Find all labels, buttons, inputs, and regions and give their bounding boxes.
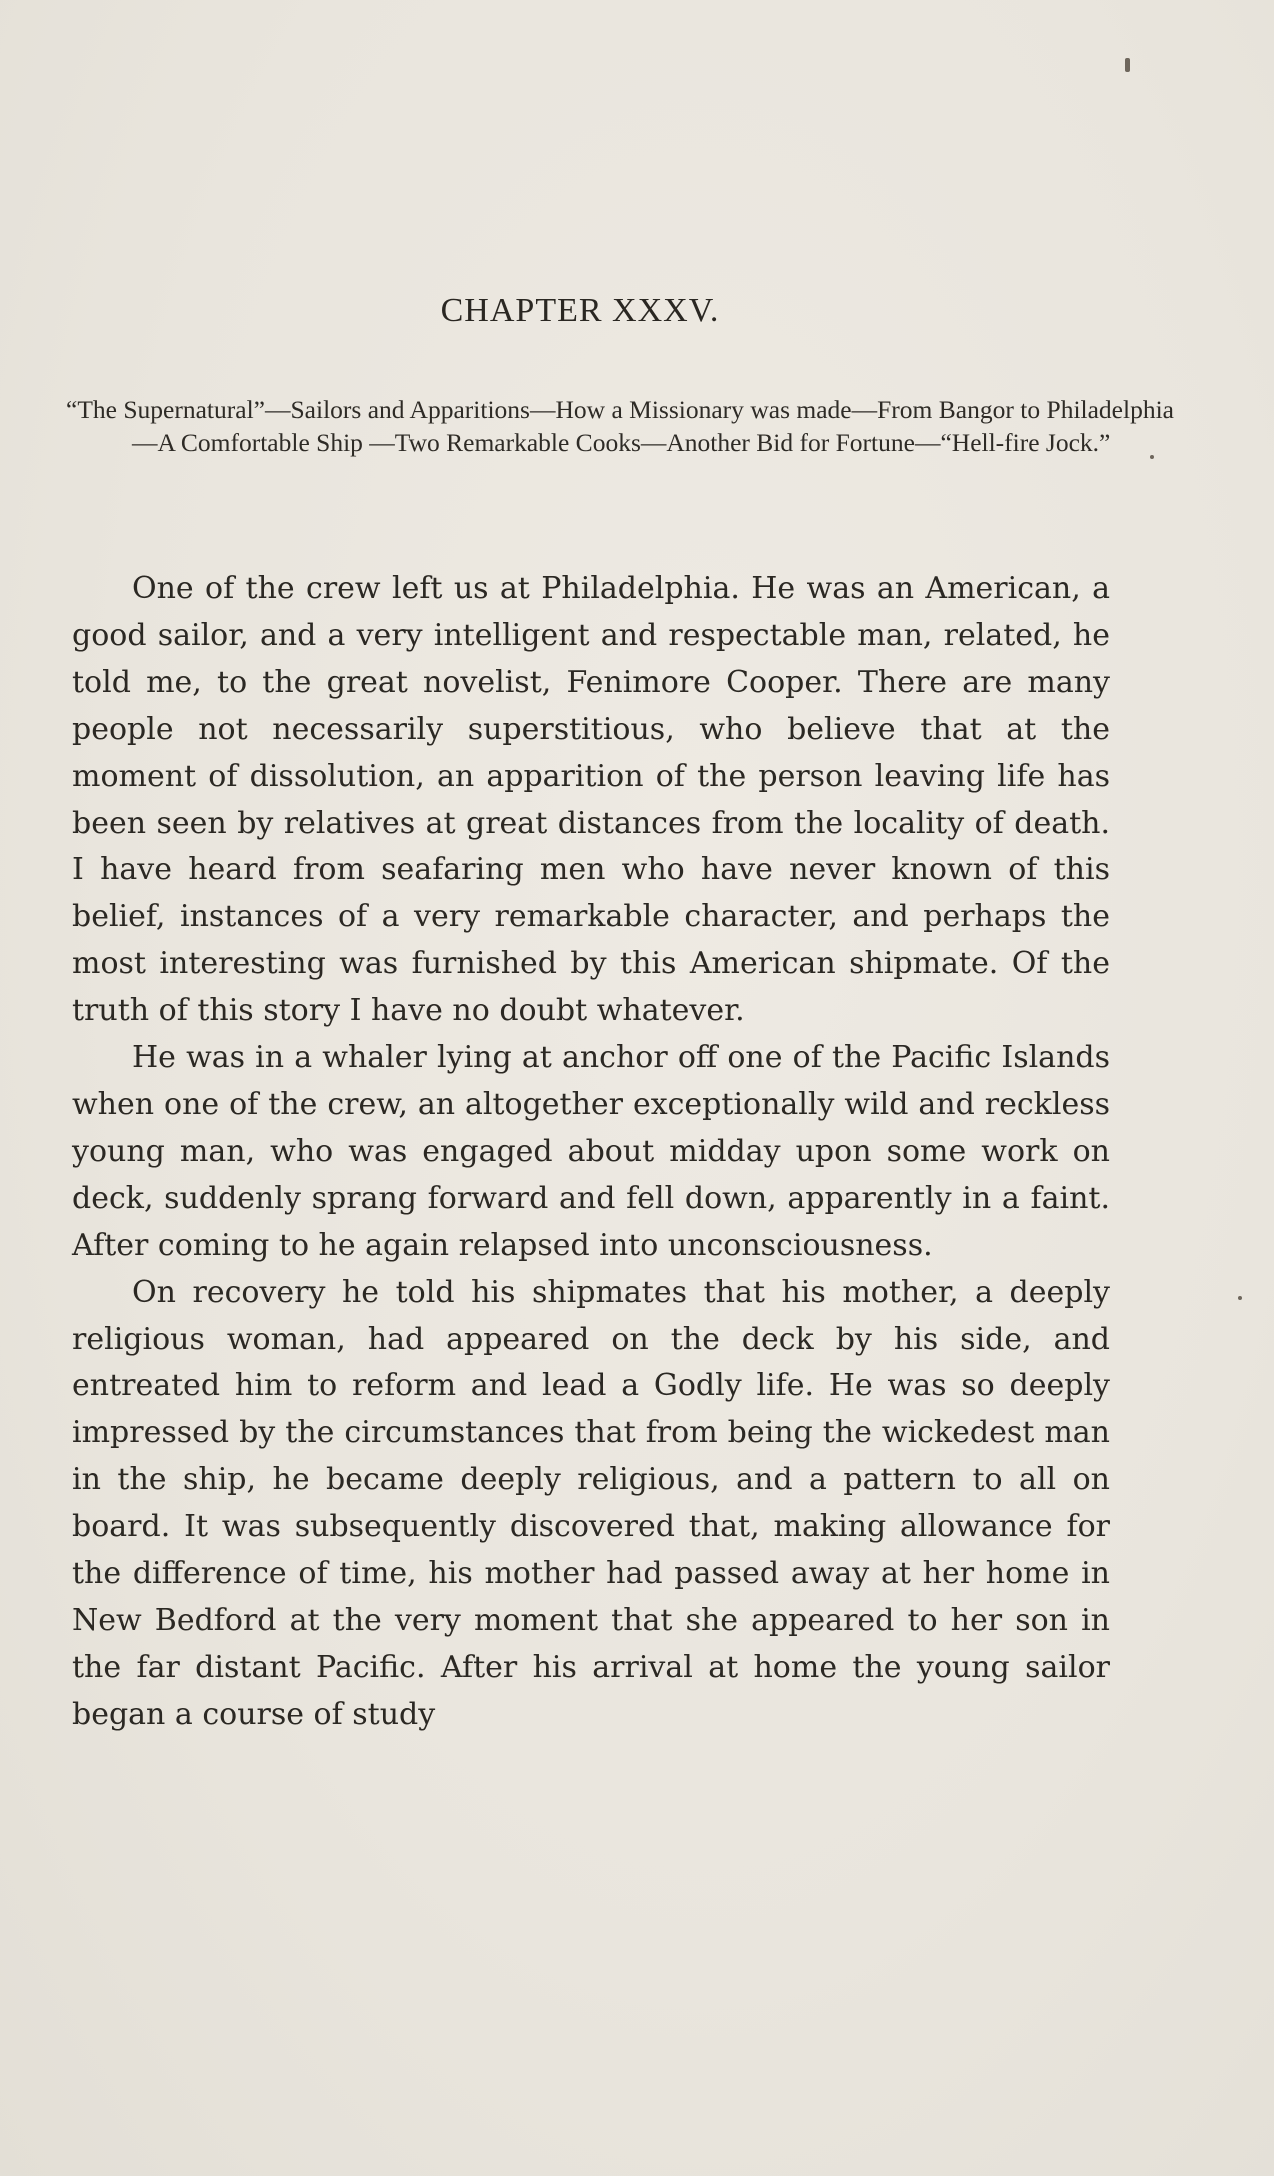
chapter-synopsis: “The Supernatural”—Sailors and Apparitions—How a Missionary was made—From Bangor to Philadelphia—A Comfortable Ship —Two Remarkable Cooks—Another Bid for Fortune—“Hell-fire Jock.” bbox=[66, 395, 1174, 458]
chapter-title: CHAPTER XXXV. bbox=[440, 292, 720, 329]
paragraph: On recovery he told his shipmates that his mother, a deeply religious woman, had appeared on the deck by his side, and entreated him to reform and lead a Godly life. He was so deeply impressed by the circumstances that from being the wickedest man in the ship, he became deeply religious, and a pattern to all on board. It was subsequently discovered that, making allowance for the difference of time, his mother had passed away at her home in New Bedford at the very moment that she appeared to her son in the far distant Pacific. After his arrival at home the young sailor began a course of study bbox=[72, 1274, 1110, 1732]
paragraph: One of the crew left us at Philadelphia. He was an American, a good sailor, and a very intelligent and respectable man, related, he told me, to the great novelist, Fenimore Cooper. There are many people not necessarily superstitious, who believe that at the moment of dissolution, an apparition of the person leaving life has been seen by relatives at great distances from the locality of death. I have heard from seafaring men who have never known of this belief, instances of a very remarkable character, and perhaps the most interesting was furnished by this American shipmate. Of the truth of this story I have no doubt whatever. bbox=[72, 571, 1110, 1029]
page-blemish bbox=[1238, 1296, 1242, 1300]
paragraph: He was in a whaler lying at anchor off one of the Pacific Islands when one of the crew, an altogether exceptionally wild and reckless young man, who was engaged about midday upon some work on deck, suddenly sprang forward and fell down, apparently in a faint. After coming to he again relapsed into unconsciousness. bbox=[72, 1040, 1110, 1263]
page-blemish bbox=[1125, 58, 1130, 72]
chapter-body bbox=[72, 566, 1110, 1739]
